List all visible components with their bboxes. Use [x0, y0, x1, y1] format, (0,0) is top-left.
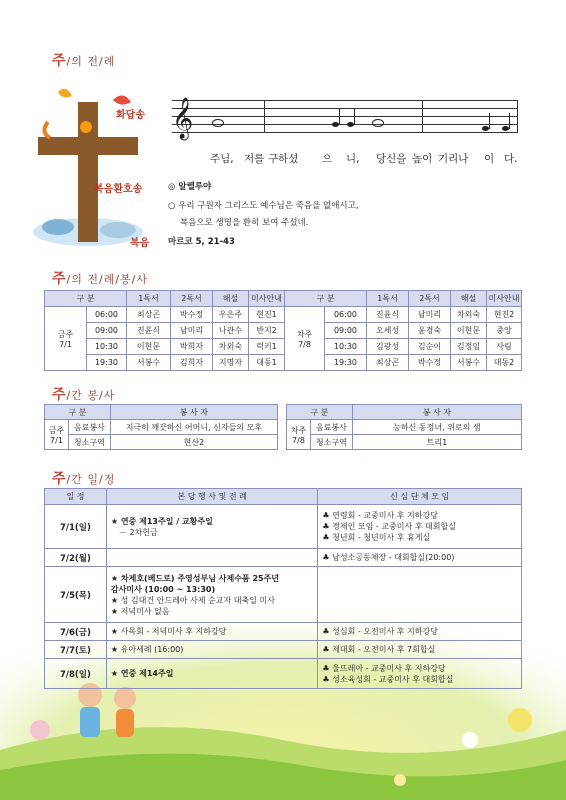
table-row: 7/5(목) ★ 차제호(베드로) 주영성부님 사제수품 25주년 감사미사 (10:00 ~ 13:30) ★ 성 김대건 안드레아 사제 순교자 대축일 미사 ★ 저녁미사 없음	[45, 567, 522, 623]
label-alleluia: 복음환호송	[94, 184, 143, 195]
verse-line-1: ○ 우리 구원자 그리스도 예수님은 죽음을 없애시고,	[168, 201, 359, 211]
table-row: 금주 7/1 음료봉사 지극히 깨끗하신 어머니, 신자들의 모후	[45, 420, 278, 435]
label-hwadap: 화답송	[116, 110, 145, 121]
table-row: 19:30 서봉수 김희자 지명자 대동1 19:30 최상곤 박수정 서봉수 대동2	[45, 355, 522, 371]
label-gospel: 복음	[130, 238, 150, 249]
weekly-service-table-right: 구 분 봉 사 자 차주 7/8 음료봉사 능하신 동정녀, 위로의 샘 청소구역 트리1	[286, 404, 522, 450]
table-row: 10:30 이현문 박희자 차외숙 럭키1 10:30 김광성 김순이 김정임 사림	[45, 339, 522, 355]
table-row: 청소구역 현산2	[45, 435, 278, 450]
section-title-weekly-schedule: 주/간 일/정	[52, 471, 116, 487]
section-title-liturgy-service: 주/의 전/례/봉/사	[52, 271, 148, 287]
table-row: 7/7(토) ★ 유아세례 (16:00) ♣ 제대회 - 오전미사 후 7회합실	[45, 641, 522, 659]
left-week-cell: 금주 7/1	[45, 307, 87, 371]
table-row: 7/6(금) ★ 사목회 - 저녁미사 후 지하강당 ♣ 성심회 - 오전미사 후 지하강당	[45, 623, 522, 641]
cell-mass-guide-right: 현진2	[487, 307, 522, 323]
alleluia-text: ◎ 알렐루야	[168, 182, 212, 192]
table-header-row: 구 분 1독서 2독서 해설 미사안내 구 분 1독서 2독서 해설 미사안내	[45, 291, 522, 307]
table-header-row: 일 정 본 당 행 사 및 전 례 신 심 단 체 모 임	[45, 489, 522, 505]
liturgy-service-table	[44, 290, 522, 371]
section-title-liturgy: 주/의 전/례	[52, 53, 116, 69]
right-week-cell: 차주 7/8	[285, 307, 325, 371]
table-row: 차주 7/8 음료봉사 능하신 동정녀, 위로의 샘	[287, 420, 522, 435]
bulletin-page: 주/의 전/례 화답송 𝄞 주님, 저를 구하셨 으 니, 당신을 높이 기리나 이 다. 복음환호송 ◎ 알렐루야 ○ 우리 구원자 그리스도 예수님은 죽음을 없애시고, 복음으로 생명을 환히 보여 주셨네. 복음 마르코 5, 21-43 주/의 전/례/봉/사 구 분 1독서 2독서 해설 미사안내 구 분 1독서 2독서 해설 미사안내 금주 7/1 06:00 최상곤 박수정 우은주 현진1 차주 7/8 06:00 진윤식 남미리 차외숙 현진2 09:00 진윤식 남미리 나관수 반지2 09:00 오세성 윤경숙 이현문 중앙 10:30 이현문 박희자 차외숙 럭키1 10:30 김광성 김순이 김정임 사림 19:30 서봉수 김희자 지명자 대동1 19:30 최상곤 박수정 서봉수 대동2 주/간 봉/사 구 분 봉 사 자 금주 7/1 음료봉사 지극히 깨끗하신 어머니, 신자들의 모후 청소구역 현산2 구 분 봉 사 자 차주 7/8 음료봉사 능하신 동정녀, 위로의 샘 청소구역 트리1 주/간 일/정 일 정 본 당 행 사 및 전 례 신 심 단 체 모 임 7/1(일) ★ 연중 제13주일 / 교황주일 － 2차헌금 ♣ 연령회 - 교중미사 후 지하강당 ♣ 경제인 모임 - 교중미사 후 대회합실 ♣ 청년회 - 청년미사 후 휴게실 7/2(월) ♣ 남성소공동체장 - 대회합실(20:00) 7/5(목) ★ 차제호(베드로) 주영성부님 사제수품 25주년 감사미사 (10:00 ~ 13:30) ★ 성 김대건 안드레아 사제 순교자 대축일 미사 ★ 저녁미사 없음 7/6(금) ★ 사목회 - 저녁미사 후 지하강당 ♣ 성심회 - 오전미사 후 지하강당 7/7(토) ★ 유아세례 (16:00) ♣ 제대회 - 오전미사 후 7회합실 7/8(일) ★ 연중 제14주일 ♣ 울뜨레아 - 교중미사 후 지하강당 ♣ 성소육성회 - 교중미사 후 대회합실	[0, 0, 566, 800]
cell-mass-guide-right: 중앙	[487, 323, 522, 339]
weekly-service-table-left: 구 분 봉 사 자 금주 7/1 음료봉사 지극히 깨끗하신 어머니, 신자들의 모후 청소구역 현산2	[44, 404, 278, 450]
table-row: 청소구역 트리1	[287, 435, 522, 450]
table-row: 7/8(일) ★ 연중 제14주일 ♣ 울뜨레아 - 교중미사 후 지하강당 ♣ 성소육성회 - 교중미사 후 대회합실	[45, 659, 522, 689]
section-title-weekly-service: 주/간 봉/사	[52, 387, 116, 403]
cell-mass-guide-right: 대동2	[487, 355, 522, 371]
weekly-schedule-table	[44, 488, 522, 689]
table-row: 7/2(월) ♣ 남성소공동체장 - 대회합실(20:00)	[45, 549, 522, 567]
treble-clef-icon	[172, 92, 194, 140]
svg-text:𝄞: 𝄞	[172, 98, 194, 139]
table-row: 7/1(일) ★ 연중 제13주일 / 교황주일 － 2차헌금 ♣ 연령회 - 교중미사 후 지하강당 ♣ 경제인 모임 - 교중미사 후 대회합실 ♣ 청년회 - 청년미사 후 휴게실	[45, 505, 522, 549]
header-cell: 미사안내	[487, 291, 522, 307]
table-row: 금주 7/1 06:00 최상곤 박수정 우은주 현진1 차주 7/8 06:00 진윤식 남미리 차외숙 현진2	[45, 307, 522, 323]
cell-mass-guide-right: 사림	[487, 339, 522, 355]
gospel-reference: 마르코 5, 21-43	[168, 237, 235, 247]
music-staff	[172, 96, 518, 144]
table-row: 09:00 진윤식 남미리 나관수 반지2 09:00 오세성 윤경숙 이현문 중앙	[45, 323, 522, 339]
verse-line-2: 복음으로 생명을 환히 보여 주셨네.	[180, 218, 309, 228]
